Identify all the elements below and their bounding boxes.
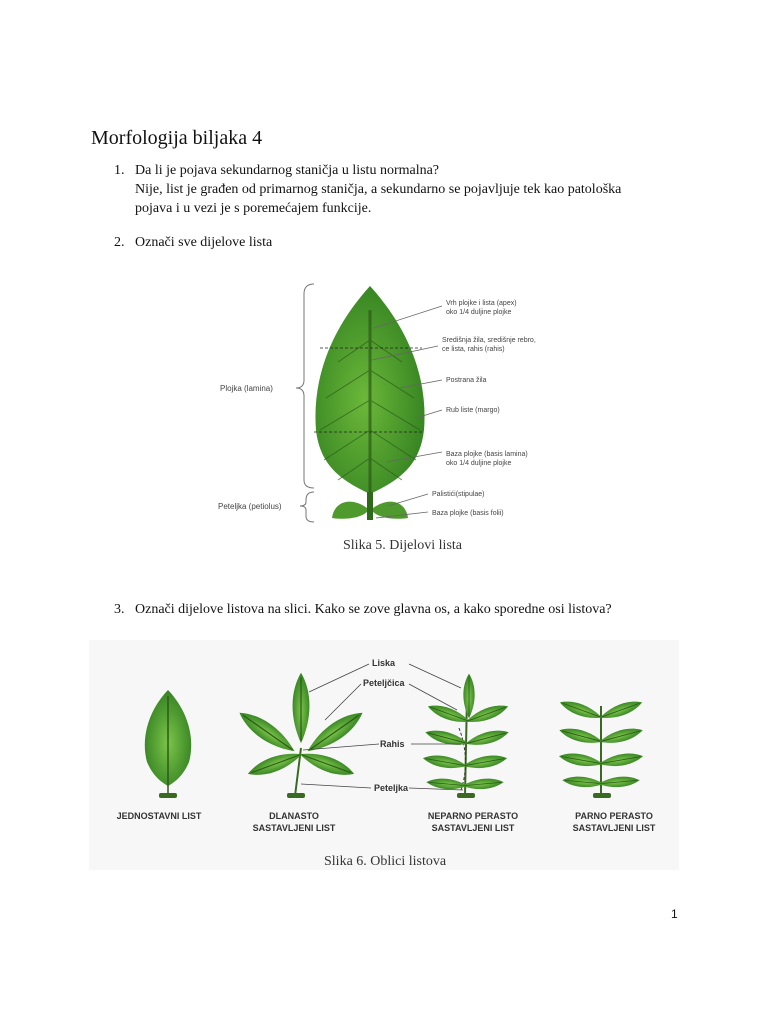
base-lamina-note: oko 1/4 duljine plojke bbox=[446, 460, 512, 467]
simple-leaf-label: JEDNOSTAVNI LIST bbox=[116, 811, 202, 821]
question-number: 3. bbox=[114, 602, 125, 617]
even-pinnate-label-2: SASTAVLJENI LIST bbox=[572, 823, 656, 833]
palmate-leaf-label: DLANASTO bbox=[269, 811, 319, 821]
midrib-label-cont: ce lista, rahis (rahis) bbox=[442, 346, 505, 353]
petiole-bracket bbox=[300, 492, 314, 522]
answer-line: Nije, list je građen od primarnog staničja, a sekundarno se pojavljuje tek kao patološka bbox=[135, 182, 622, 197]
question-text: Označi dijelove listova na slici. Kako se zove glavna os, a kako sporedne osi listova? bbox=[135, 602, 612, 617]
margin-label: Rub liste (margo) bbox=[446, 407, 500, 414]
simple-leaf-illustration bbox=[145, 690, 191, 798]
odd-pinnate-label-2: SASTAVLJENI LIST bbox=[431, 823, 515, 833]
question-number: 2. bbox=[114, 235, 125, 250]
lamina-label: Plojka (lamina) bbox=[220, 384, 273, 393]
answer-line: pojava i u vezi je s poremećajem funkcije. bbox=[135, 201, 372, 216]
apex-label: Vrh plojke i lista (apex) bbox=[446, 300, 517, 307]
odd-pinnate-label: NEPARNO PERASTO bbox=[427, 811, 519, 821]
leaf-base-label: Baza plojke (basis folii) bbox=[432, 510, 504, 517]
leaf-parts-figure bbox=[210, 280, 590, 530]
petiole-label: Peteljka bbox=[374, 783, 409, 793]
base-lamina-label: Baza plojke (basis lamina) bbox=[446, 451, 528, 458]
leaf-types-figure bbox=[89, 640, 679, 870]
palmate-leaf-illustration bbox=[235, 673, 368, 798]
petiolule-label: Peteljčica bbox=[363, 678, 405, 688]
palmate-leaf-label-2: SASTAVLJENI LIST bbox=[252, 823, 336, 833]
question-text: Označi sve dijelove lista bbox=[135, 235, 273, 250]
figure-5-caption: Slika 5. Dijelovi lista bbox=[343, 538, 462, 553]
lateral-vein-label: Postrana žila bbox=[446, 377, 487, 384]
petiole-label: Peteljka (petiolus) bbox=[218, 502, 282, 511]
figure-6-caption: Slika 6. Oblici listova bbox=[324, 854, 447, 869]
apex-note: oko 1/4 duljine plojke bbox=[446, 309, 512, 316]
odd-pinnate-leaf-illustration bbox=[422, 674, 510, 798]
lamina-bracket bbox=[296, 284, 314, 488]
question-text: Da li je pojava sekundarnog staničja u listu normalna? bbox=[135, 163, 440, 178]
stipules-label: Palistići(stipulae) bbox=[432, 491, 485, 498]
even-pinnate-label: PARNO PERASTO bbox=[575, 811, 653, 821]
page-number: 1 bbox=[671, 907, 678, 921]
stipule bbox=[332, 502, 367, 519]
midrib-label: Središnja žila, središnje rebro, bbox=[442, 337, 536, 344]
even-pinnate-leaf-illustration bbox=[558, 697, 644, 798]
page-title: Morfologija biljaka 4 bbox=[91, 127, 263, 149]
leaflet-label: Liska bbox=[372, 658, 396, 668]
question-number: 1. bbox=[114, 163, 125, 178]
rachis-label: Rahis bbox=[380, 739, 405, 749]
